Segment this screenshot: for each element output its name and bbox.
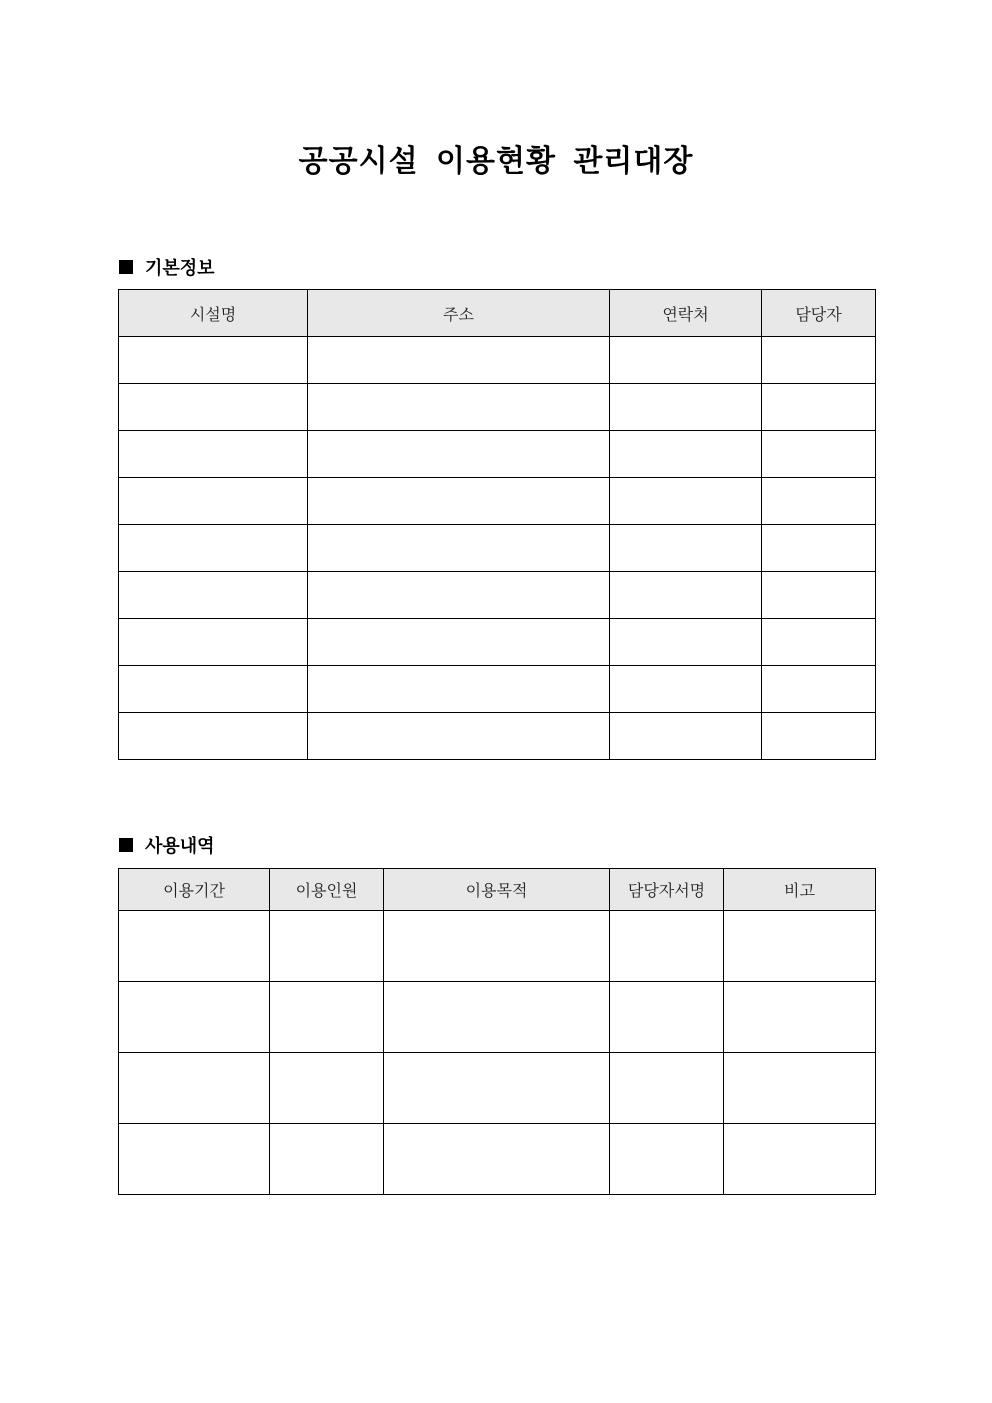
table-cell[interactable] [762, 431, 876, 478]
table-cell[interactable] [610, 384, 762, 431]
table-cell[interactable] [308, 337, 610, 384]
table-cell[interactable] [610, 337, 762, 384]
table-cell[interactable] [119, 713, 308, 760]
table-cell[interactable] [308, 619, 610, 666]
table-cell[interactable] [610, 666, 762, 713]
table-cell[interactable] [119, 911, 270, 982]
column-header-manager: 담당자 [762, 290, 876, 337]
usage-history-table [118, 868, 876, 1195]
table-row [119, 911, 876, 982]
column-header-remarks: 비고 [724, 869, 876, 911]
table-cell[interactable] [119, 666, 308, 713]
column-header-usage-period: 이용기간 [119, 869, 270, 911]
table-cell[interactable] [308, 525, 610, 572]
table-cell[interactable] [724, 1053, 876, 1124]
table-cell[interactable] [762, 572, 876, 619]
column-header-purpose: 이용목적 [384, 869, 610, 911]
table-cell[interactable] [762, 713, 876, 760]
table-row [119, 572, 876, 619]
table-cell[interactable] [270, 982, 384, 1053]
table-cell[interactable] [119, 384, 308, 431]
table-cell[interactable] [610, 525, 762, 572]
table-row [119, 337, 876, 384]
table-cell[interactable] [308, 384, 610, 431]
table-cell[interactable] [724, 982, 876, 1053]
table-cell[interactable] [610, 911, 724, 982]
table-cell[interactable] [610, 1053, 724, 1124]
table-row [119, 525, 876, 572]
column-header-attendees: 이용인원 [270, 869, 384, 911]
table-cell[interactable] [308, 666, 610, 713]
section-heading-basic-info [119, 254, 215, 280]
column-header-manager-signature: 담당자서명 [610, 869, 724, 911]
table-cell[interactable] [119, 572, 308, 619]
table-cell[interactable] [270, 1124, 384, 1195]
table-header-row [119, 869, 876, 911]
table-cell[interactable] [724, 911, 876, 982]
table-cell[interactable] [610, 478, 762, 525]
table-cell[interactable] [610, 713, 762, 760]
table-cell[interactable] [119, 525, 308, 572]
table-cell[interactable] [119, 337, 308, 384]
table-row [119, 1124, 876, 1195]
table-row [119, 478, 876, 525]
table-row [119, 713, 876, 760]
table-row [119, 384, 876, 431]
table-cell[interactable] [724, 1124, 876, 1195]
table-cell[interactable] [308, 478, 610, 525]
square-bullet-icon [119, 260, 133, 274]
table-cell[interactable] [384, 1124, 610, 1195]
table-cell[interactable] [119, 478, 308, 525]
section-heading-usage-history [119, 832, 215, 858]
column-header-facility-name: 시설명 [119, 290, 308, 337]
table-cell[interactable] [384, 982, 610, 1053]
square-bullet-icon [119, 838, 133, 852]
section-heading-label: 사용내역 [145, 836, 215, 857]
table-cell[interactable] [762, 525, 876, 572]
table-row [119, 1053, 876, 1124]
table-cell[interactable] [762, 337, 876, 384]
table-cell[interactable] [762, 384, 876, 431]
table-cell[interactable] [762, 666, 876, 713]
table-cell[interactable] [119, 431, 308, 478]
column-header-address: 주소 [308, 290, 610, 337]
table-cell[interactable] [610, 572, 762, 619]
table-cell[interactable] [610, 619, 762, 666]
basic-info-table [118, 289, 876, 760]
table-cell[interactable] [119, 982, 270, 1053]
table-cell[interactable] [610, 982, 724, 1053]
section-heading-label: 기본정보 [145, 258, 215, 279]
column-header-contact: 연락처 [610, 290, 762, 337]
table-cell[interactable] [119, 619, 308, 666]
table-cell[interactable] [270, 911, 384, 982]
table-cell[interactable] [762, 478, 876, 525]
table-cell[interactable] [270, 1053, 384, 1124]
table-row [119, 666, 876, 713]
table-row [119, 431, 876, 478]
table-cell[interactable] [119, 1124, 270, 1195]
document-title: 공공시설 이용현황 관리대장 [298, 144, 694, 179]
table-cell[interactable] [308, 572, 610, 619]
table-cell[interactable] [610, 431, 762, 478]
table-row [119, 982, 876, 1053]
table-cell[interactable] [762, 619, 876, 666]
table-cell[interactable] [119, 1053, 270, 1124]
table-cell[interactable] [308, 431, 610, 478]
table-cell[interactable] [384, 911, 610, 982]
table-cell[interactable] [610, 1124, 724, 1195]
table-row [119, 619, 876, 666]
table-cell[interactable] [384, 1053, 610, 1124]
table-header-row [119, 290, 876, 337]
table-cell[interactable] [308, 713, 610, 760]
